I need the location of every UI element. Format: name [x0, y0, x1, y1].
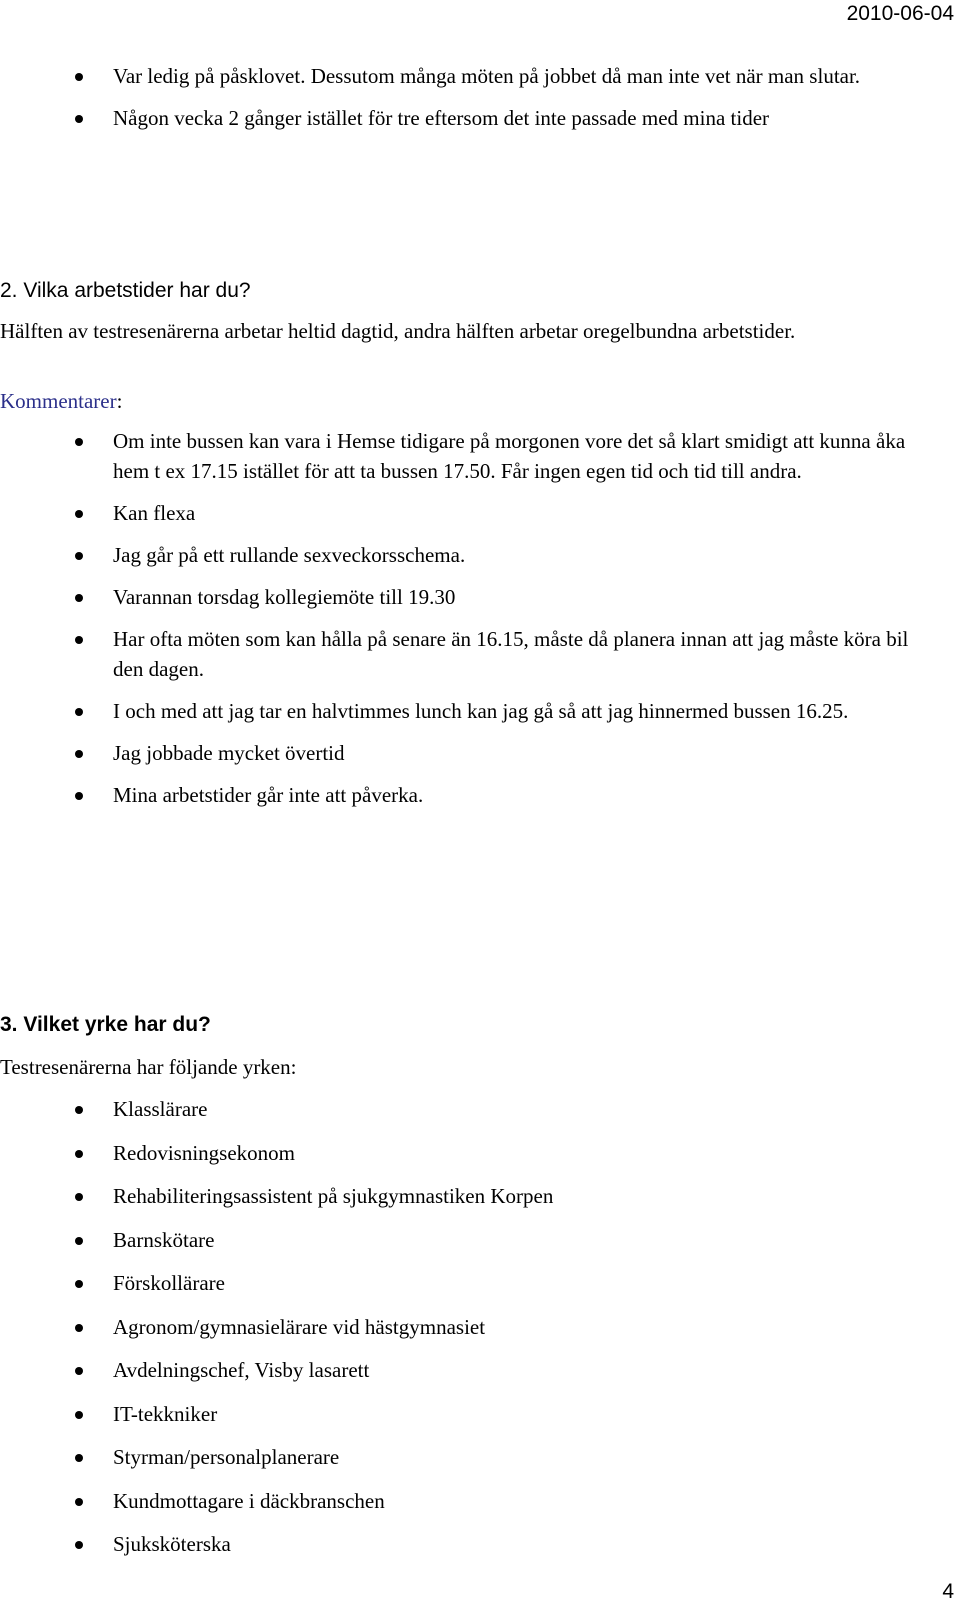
section-heading: 2. Vilka arbetstider har du?: [0, 279, 251, 302]
comments-list: [0, 426, 950, 810]
list-item: [0, 426, 950, 486]
bullet-icon: [75, 1367, 83, 1375]
bullet-icon: [75, 792, 83, 800]
list-item-text: Har ofta möten som kan hålla på senare än 16.15, måste då planera innan att jag måste köra bil den dagen.: [113, 627, 909, 681]
list-item-text: Klasslärare: [113, 1097, 208, 1121]
bullet-icon: [75, 1454, 83, 1462]
list-item: [0, 1268, 950, 1298]
list-item-text: Om inte bussen kan vara i Hemse tidigare på morgonen vore det så klart smidigt att kunna åka hem t ex 17.15 istället för att ta bussen 17.50. Får ingen egen tid och tid till andra.: [113, 429, 906, 483]
page-number: 4: [942, 1580, 954, 1603]
list-item-text: Agronom/gymnasielärare vid hästgymnasiet: [113, 1314, 486, 1339]
bullet-icon: [75, 1193, 83, 1201]
bullet-icon: [75, 438, 83, 446]
bullet-icon: [75, 73, 83, 81]
bullet-icon: [75, 1237, 83, 1245]
list-item-text: Avdelningschef, Visby lasarett: [113, 1358, 370, 1382]
section-profession: [0, 1010, 950, 1559]
bullet-icon: [75, 1280, 83, 1288]
list-item: [0, 1225, 950, 1255]
list-item: [0, 624, 950, 684]
top-list-section: [0, 61, 950, 133]
list-item: [0, 540, 950, 570]
list-item-text: Mina arbetstider går inte att påverka.: [113, 783, 424, 807]
list-item: [0, 498, 950, 528]
list-item-text: Kundmottagare i däckbranschen: [113, 1488, 385, 1513]
list-item-text: Jag jobbade mycket övertid: [113, 741, 345, 765]
list-item-text: Någon vecka 2 gånger istället för tre eftersom det inte passade med mina tider: [113, 106, 770, 130]
list-item: [0, 582, 950, 612]
comments-colon: :: [116, 389, 123, 413]
document-date: 2010-06-04: [846, 2, 954, 25]
section-working-hours: [0, 276, 950, 810]
section-text: Testresenärerna har följande yrken:: [0, 1055, 297, 1079]
bullet-icon: [75, 115, 83, 123]
list-item: [0, 780, 950, 810]
list-item-text: Förskollärare: [113, 1271, 225, 1295]
list-item-text: Var ledig på påsklovet. Dessutom många möten på jobbet då man inte vet när man slutar.: [113, 64, 861, 88]
bullet-icon: [75, 1106, 83, 1114]
bullet-icon: [75, 594, 83, 602]
bullet-icon: [75, 1324, 83, 1332]
list-item-text: Redovisningsekonom: [113, 1140, 295, 1165]
professions-list: [0, 1094, 950, 1559]
bullet-icon: [75, 708, 83, 716]
bullet-icon: [75, 510, 83, 518]
section-text: Hälften av testresenärerna arbetar heltid dagtid, andra hälften arbetar oregelbundna arbetstider.: [0, 319, 796, 343]
list-item-text: Styrman/personalplanerare: [113, 1445, 340, 1469]
bullet-icon: [75, 1150, 83, 1158]
list-item: [0, 738, 950, 768]
list-item: [0, 1355, 950, 1385]
list-item: [0, 1399, 950, 1429]
bullet-icon: [75, 1498, 83, 1506]
list-item: [0, 1312, 950, 1342]
list-item: [0, 1181, 950, 1211]
comments-label-row: [0, 386, 950, 416]
bullet-icon: [75, 1411, 83, 1419]
list-item: [0, 696, 950, 726]
bullet-icon: [75, 552, 83, 560]
list-item: [0, 103, 950, 133]
list-item: [0, 1138, 950, 1168]
bullet-icon: [75, 1541, 83, 1549]
bullet-icon: [75, 636, 83, 644]
list-item: [0, 1094, 950, 1124]
list-item-text: IT-tekkniker: [113, 1401, 218, 1426]
top-bullet-list: [0, 61, 950, 133]
list-item-text: Barnskötare: [113, 1227, 215, 1252]
section-heading: 3. Vilket yrke har du?: [0, 1013, 211, 1036]
list-item-text: Varannan torsdag kollegiemöte till 19.30: [113, 585, 456, 609]
list-item-text: Jag går på ett rullande sexveckorsschema.: [113, 543, 466, 567]
bullet-icon: [75, 750, 83, 758]
list-item: [0, 1442, 950, 1472]
list-item-text: Rehabiliteringsassistent på sjukgymnastiken Korpen: [113, 1184, 554, 1208]
list-item: [0, 1529, 950, 1559]
comments-label: Kommentarer: [0, 389, 117, 413]
list-item: [0, 1486, 950, 1516]
list-item: [0, 61, 950, 91]
list-item-text: I och med att jag tar en halvtimmes lunch kan jag gå så att jag hinnermed bussen 16.25.: [113, 699, 849, 723]
list-item-text: Sjuksköterska: [113, 1532, 231, 1556]
list-item-text: Kan flexa: [113, 501, 196, 525]
